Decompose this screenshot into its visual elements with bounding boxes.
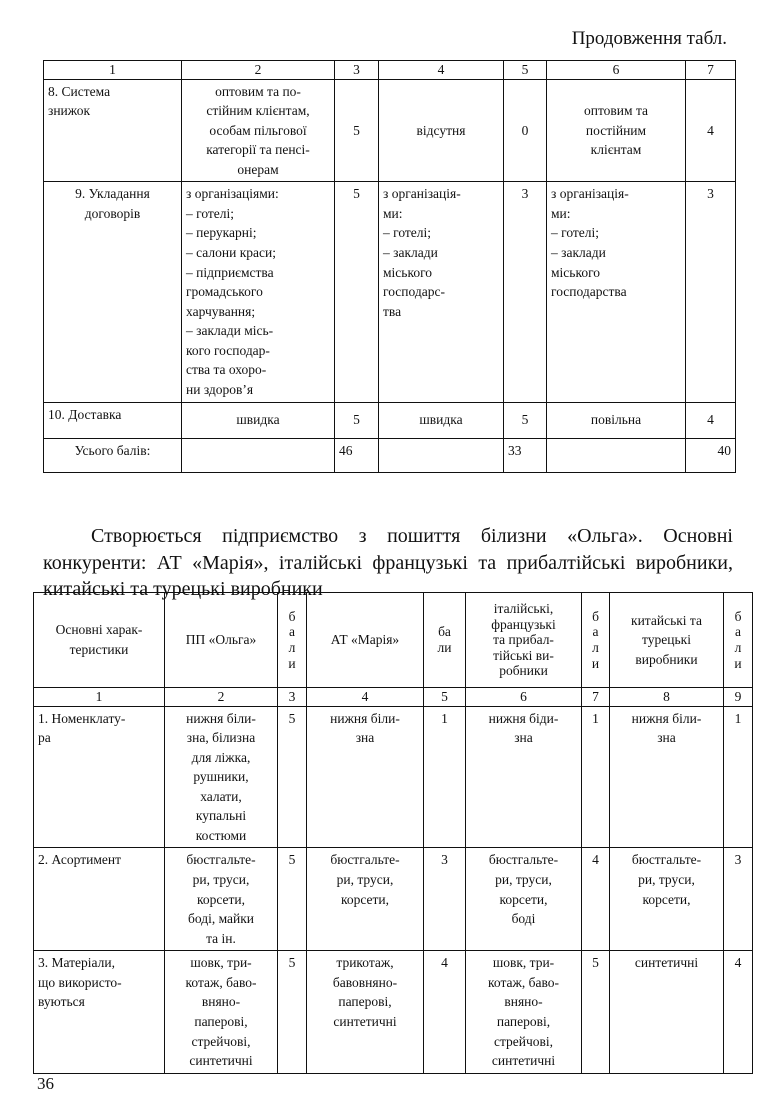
cell-score: 3 [424, 848, 466, 951]
cell-score: 4 [582, 848, 610, 951]
header-olga: ПП «Ольга» [165, 593, 278, 688]
header-score: ба ли [424, 593, 466, 688]
cell: нижня біли- зна, білизна для ліжка, рушники, халати, купальні костюми [165, 706, 278, 848]
cell-score: 3 [724, 848, 753, 951]
col-num: 8 [610, 688, 724, 707]
header-european: італійські, французькі та прибал- тійські ви- робники [466, 593, 582, 688]
cell: швидка [182, 402, 335, 438]
cell: 3. Матеріали, що використо- вуються [34, 951, 165, 1073]
col-num: 5 [504, 61, 547, 80]
col-num: 6 [466, 688, 582, 707]
table-row [44, 79, 736, 182]
cell-score: 5 [582, 951, 610, 1073]
cell: шовк, три- котаж, баво- вняно- паперові, стрейчові, синтетичні [165, 951, 278, 1073]
cell: з організаціями: – готелі; – перукарні; – салони краси; – підприємства громадського харчування; – заклади місь- кого господар- ства та охоро- ни здоров’я [182, 182, 335, 402]
table-row [34, 706, 753, 848]
col-num: 2 [165, 688, 278, 707]
col-num: 7 [686, 61, 736, 80]
cell: шовк, три- котаж, баво- вняно- паперові, стрейчові, синтетичні [466, 951, 582, 1073]
cell-score: 5 [335, 79, 379, 182]
cell-score: 5 [278, 706, 307, 848]
col-num: 5 [424, 688, 466, 707]
col-num: 7 [582, 688, 610, 707]
cell-score: 1 [582, 706, 610, 848]
table-row [34, 848, 753, 951]
header-characteristics: Основні харак- теристики [34, 593, 165, 688]
cell: повільна [547, 402, 686, 438]
col-num: 4 [379, 61, 504, 80]
table-header-numbers [34, 688, 753, 707]
cell: 10. Доставка [44, 402, 182, 438]
total-score: 46 [335, 438, 379, 472]
col-num: 3 [335, 61, 379, 80]
header-asian: китайські та турецькі виробники [610, 593, 724, 688]
competitors-table [33, 592, 753, 1074]
table-row [44, 182, 736, 402]
cell: 9. Укладання договорів [44, 182, 182, 402]
cell: трикотаж, бавовняно- паперові, синтетичні [307, 951, 424, 1073]
cell-score: 5 [278, 951, 307, 1073]
cell-score: 3 [686, 182, 736, 402]
col-num: 2 [182, 61, 335, 80]
cell-score: 1 [724, 706, 753, 848]
table-header-numbers [44, 61, 736, 80]
cell: оптовим та постійним клієнтам [547, 79, 686, 182]
intro-paragraph: Створюється підприємство з пошиття білизни «Ольга». Основні конкуренти: АТ «Марія», італійські французькі та прибалтійські виробники, китайські та турецькі виробники [43, 525, 733, 601]
col-num: 9 [724, 688, 753, 707]
cell-score: 4 [686, 79, 736, 182]
table-row [44, 402, 736, 438]
col-num: 4 [307, 688, 424, 707]
cell-empty [547, 438, 686, 472]
cell: 2. Асортимент [34, 848, 165, 951]
cell: оптовим та по- стійним клієнтам, особам пільгової категорії та пенсі- онерам [182, 79, 335, 182]
cell: синтетичні [610, 951, 724, 1073]
cell: бюстгальте- ри, труси, корсети, боді, майки та ін. [165, 848, 278, 951]
total-score: 33 [504, 438, 547, 472]
cell-score: 5 [504, 402, 547, 438]
col-num: 3 [278, 688, 307, 707]
total-score: 40 [686, 438, 736, 472]
cell-score: 5 [335, 402, 379, 438]
cell: нижня біли- зна [307, 706, 424, 848]
cell: 8. Система знижок [44, 79, 182, 182]
cell: 1. Номенклату- ра [34, 706, 165, 848]
cell-score: 0 [504, 79, 547, 182]
cell-score: 5 [335, 182, 379, 402]
cell-score: 4 [686, 402, 736, 438]
header-maria: АТ «Марія» [307, 593, 424, 688]
table-total-row [44, 438, 736, 472]
page-number: 36 [37, 1074, 54, 1093]
cell: з організація- ми: – готелі; – заклади міського господарства [547, 182, 686, 402]
cell: з організація- ми: – готелі; – заклади міського господарс- тва [379, 182, 504, 402]
cell-empty [182, 438, 335, 472]
cell: бюстгальте- ри, труси, корсети, [610, 848, 724, 951]
table-continued [43, 60, 736, 473]
header-score: б а л и [582, 593, 610, 688]
table-row [34, 951, 753, 1073]
cell-score: 4 [724, 951, 753, 1073]
col-num: 1 [34, 688, 165, 707]
col-num: 1 [44, 61, 182, 80]
cell: нижня біди- зна [466, 706, 582, 848]
cell-score: 4 [424, 951, 466, 1073]
header-score: б а л и [278, 593, 307, 688]
cell-score: 5 [278, 848, 307, 951]
cell: нижня біли- зна [610, 706, 724, 848]
cell-empty [379, 438, 504, 472]
col-num: 6 [547, 61, 686, 80]
cell: відсутня [379, 79, 504, 182]
cell: бюстгальте- ри, труси, корсети, [307, 848, 424, 951]
cell: швидка [379, 402, 504, 438]
cell-score: 3 [504, 182, 547, 402]
cell: бюстгальте- ри, труси, корсети, боді [466, 848, 582, 951]
continuation-label: Продовження табл. [571, 28, 727, 49]
header-score: б а л и [724, 593, 753, 688]
cell-score: 1 [424, 706, 466, 848]
total-label: Усього балів: [44, 438, 182, 472]
table-header [34, 593, 753, 688]
